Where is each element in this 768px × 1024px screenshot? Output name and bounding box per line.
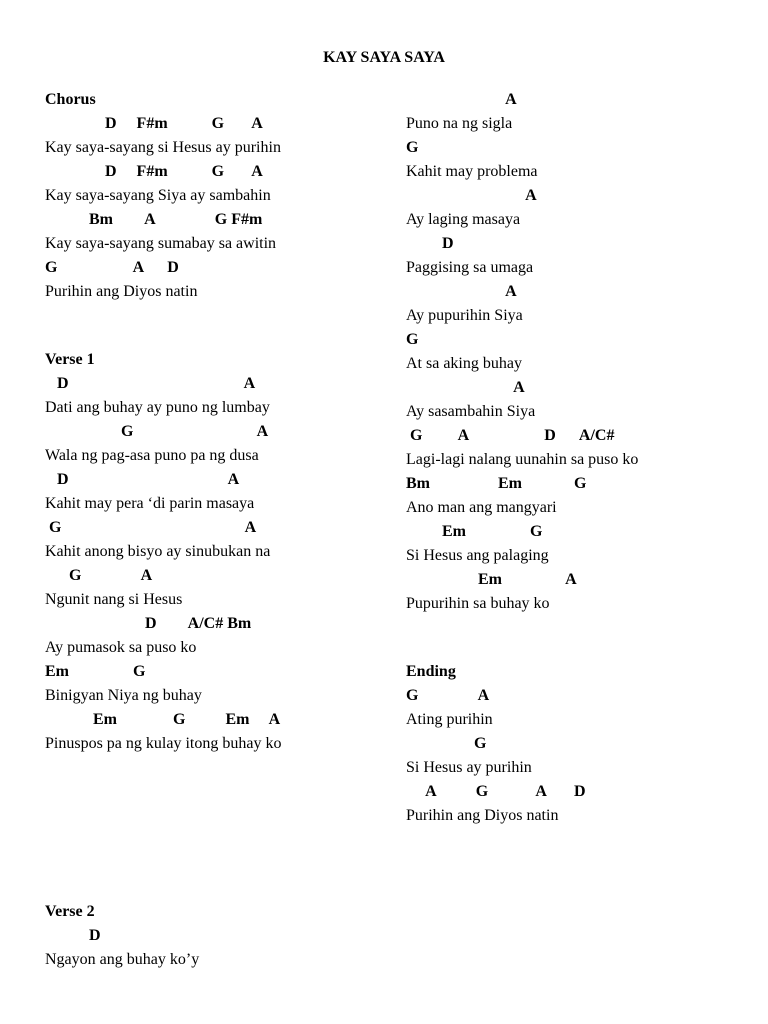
chord-line: Em A — [406, 571, 577, 588]
lyric-line: Puno na ng sigla — [406, 115, 513, 132]
lyric-line: Ay laging masaya — [406, 211, 521, 228]
chord-line: D F#m G A — [45, 163, 263, 180]
song-title: KAY SAYA SAYA — [323, 49, 445, 66]
lyric-line: Ay pumasok sa puso ko — [45, 639, 197, 656]
chord-line: D F#m G A — [45, 115, 263, 132]
chord-line: D A — [45, 471, 240, 488]
lyric-line: Dati ang buhay ay puno ng lumbay — [45, 399, 270, 416]
lyric-line: Paggising sa umaga — [406, 259, 534, 276]
chord-line: G A — [406, 687, 490, 704]
lyric-line: Ngayon ang buhay ko’y — [45, 951, 200, 968]
chord-line: Bm Em G — [406, 475, 587, 492]
section-heading: Chorus — [45, 91, 96, 108]
chord-line: G A — [45, 423, 269, 440]
lyric-line: Kahit may problema — [406, 163, 538, 180]
lyric-line: Pinuspos pa ng kulay itong buhay ko — [45, 735, 282, 752]
lyric-line: Si Hesus ay purihin — [406, 759, 532, 776]
chord-line: G A D — [45, 259, 179, 276]
lyric-line: Kay saya-sayang sumabay sa awitin — [45, 235, 277, 252]
lyric-line: Ay sasambahin Siya — [406, 403, 536, 420]
lyric-line: Binigyan Niya ng buhay — [45, 687, 202, 704]
section-heading: Ending — [406, 663, 456, 680]
chord-line: A G A D — [406, 783, 586, 800]
chord-line: Em G — [45, 663, 146, 680]
lyric-line: Ating purihin — [406, 711, 493, 728]
chord-line: G — [406, 735, 487, 752]
chord-line: D — [406, 235, 454, 252]
lyric-line: Kahit may pera ‘di parin masaya — [45, 495, 255, 512]
chord-line: D — [45, 927, 101, 944]
section-heading: Verse 1 — [45, 351, 95, 368]
chord-line: A — [406, 91, 517, 108]
lyric-line: Kay saya-sayang si Hesus ay purihin — [45, 139, 281, 156]
lyric-line: Ano man ang mangyari — [406, 499, 557, 516]
lyric-line: Kay saya-sayang Siya ay sambahin — [45, 187, 271, 204]
lyric-line: Wala ng pag-asa puno pa ng dusa — [45, 447, 259, 464]
chord-line: Em G — [406, 523, 543, 540]
lyric-line: Purihin ang Diyos natin — [406, 807, 559, 824]
lyric-line: Pupurihin sa buhay ko — [406, 595, 550, 612]
chord-line: G A D A/C# — [406, 427, 615, 444]
lyric-line: Ay pupurihin Siya — [406, 307, 523, 324]
section-heading: Verse 2 — [45, 903, 95, 920]
chord-line: A — [406, 379, 525, 396]
chord-line: G — [406, 139, 419, 156]
chord-line: Em G Em A — [45, 711, 281, 728]
lyric-line: Lagi-lagi nalang uunahin sa puso ko — [406, 451, 639, 468]
lyric-line: Purihin ang Diyos natin — [45, 283, 198, 300]
chord-line: D A — [45, 375, 256, 392]
chord-line: G A — [45, 519, 257, 536]
lyric-line: Ngunit nang si Hesus — [45, 591, 183, 608]
chord-line: A — [406, 283, 517, 300]
chord-line: A — [406, 187, 537, 204]
chord-line: D A/C# Bm — [45, 615, 252, 632]
lyric-line: At sa aking buhay — [406, 355, 522, 372]
chord-line: Bm A G F#m — [45, 211, 263, 228]
lyric-line: Kahit anong bisyo ay sinubukan na — [45, 543, 271, 560]
chord-line: G A — [45, 567, 153, 584]
chord-line: G — [406, 331, 419, 348]
lyric-line: Si Hesus ang palaging — [406, 547, 549, 564]
